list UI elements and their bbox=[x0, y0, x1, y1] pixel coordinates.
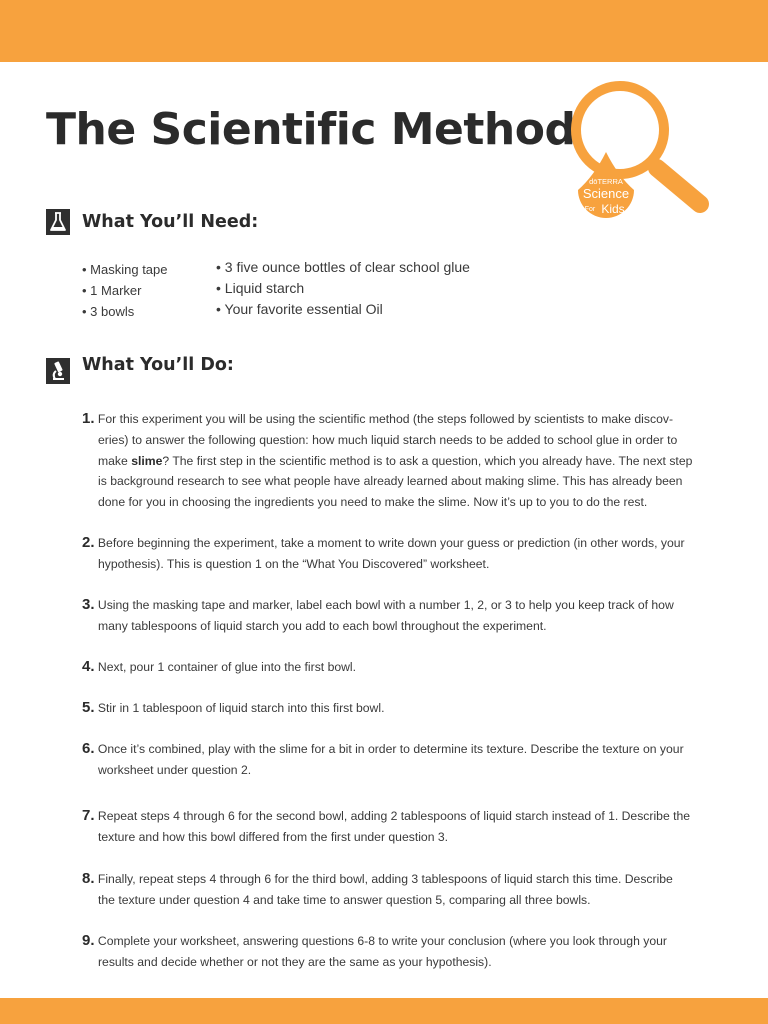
microscope-icon bbox=[46, 358, 70, 384]
step-text: the texture under question 4 and take time to answer question 5, comparing all three bowls. bbox=[98, 892, 591, 907]
step-text: Using the masking tape and marker, label each bowl with a number 1, 2, or 3 to help you keep track of how bbox=[97, 598, 674, 612]
step-number: 3. bbox=[82, 596, 95, 613]
slime-emphasis: slime bbox=[131, 453, 163, 468]
step-text: eries) to answer the following question: how much liquid starch needs to be added to school glue in order to bbox=[98, 432, 678, 447]
step-7 bbox=[82, 806, 722, 848]
step-number: 6. bbox=[82, 740, 95, 757]
logo-brand: dōTERRA bbox=[589, 177, 623, 186]
step-3 bbox=[82, 595, 722, 637]
step-text: Repeat steps 4 through 6 for the second bowl, adding 2 tablespoons of liquid starch instead of 1. Describe the bbox=[97, 809, 691, 823]
step-text: Complete your worksheet, answering questions 6-8 to write your conclusion (where you look through your bbox=[97, 934, 667, 948]
list-item: • Liquid starch bbox=[216, 278, 470, 299]
page-title: The Scientific Method bbox=[46, 104, 576, 155]
step-text: hypothesis). This is question 1 on the “What You Discovered” worksheet. bbox=[98, 556, 490, 571]
bottom-banner bbox=[0, 998, 768, 1024]
step-1 bbox=[82, 409, 722, 513]
step-number: 5. bbox=[82, 699, 95, 716]
step-9 bbox=[82, 931, 722, 973]
list-item: • 3 bowls bbox=[82, 301, 168, 322]
step-text: Finally, repeat steps 4 through 6 for the third bowl, adding 3 tablespoons of liquid starch this time. Describe bbox=[97, 872, 673, 886]
step-text: many tablespoons of liquid starch you add to each bowl throughout the experiment. bbox=[98, 618, 547, 633]
step-text: make slime? The first step in the scientific method is to ask a question, which you already have. The next step bbox=[98, 453, 693, 468]
list-item: • 1 Marker bbox=[82, 280, 168, 301]
list-item: • 3 five ounce bottles of clear school glue bbox=[216, 257, 470, 278]
materials-list-2 bbox=[216, 257, 470, 320]
logo-word-kids: Kids bbox=[601, 202, 625, 216]
list-item: • Your favorite essential Oil bbox=[216, 299, 470, 320]
step-number: 7. bbox=[82, 807, 95, 824]
section-heading-need: What You’ll Need: bbox=[82, 212, 259, 232]
step-text: results and decide whether or not they are the same as your hypothesis). bbox=[98, 954, 492, 969]
top-banner bbox=[0, 0, 768, 62]
step-text: Next, pour 1 container of glue into the first bowl. bbox=[97, 660, 357, 674]
step-text: For this experiment you will be using the scientific method (the steps followed by scientists to make discov- bbox=[97, 412, 674, 426]
step-number: 4. bbox=[82, 658, 95, 675]
step-number: 9. bbox=[82, 932, 95, 949]
step-4 bbox=[82, 657, 722, 678]
step-text: worksheet under question 2. bbox=[98, 762, 252, 777]
step-6 bbox=[82, 739, 722, 781]
section-heading-do: What You’ll Do: bbox=[82, 355, 234, 375]
step-text: texture and how this bowl differed from the first under question 3. bbox=[98, 829, 449, 844]
step-number: 2. bbox=[82, 534, 95, 551]
step-text: Stir in 1 tablespoon of liquid starch into this first bowl. bbox=[97, 701, 385, 715]
list-item: • Masking tape bbox=[82, 259, 168, 280]
step-number: 1. bbox=[82, 410, 95, 427]
step-text: done for you in choosing the ingredients you need to make the slime. Now it’s up to you to do the rest. bbox=[98, 495, 648, 510]
step-8 bbox=[82, 869, 722, 911]
logo-word-science: Science bbox=[582, 186, 630, 201]
science-for-kids-logo bbox=[565, 78, 715, 228]
materials-list-1 bbox=[82, 259, 168, 322]
step-text: is background research to see what people have already learned about making slime. This has already been bbox=[98, 474, 683, 489]
step-text: Once it’s combined, play with the slime for a bit in order to determine its texture. Describe the texture on your bbox=[97, 742, 684, 756]
step-number: 8. bbox=[82, 870, 95, 887]
step-text: Before beginning the experiment, take a moment to write down your guess or prediction (in other words, your bbox=[97, 536, 685, 550]
step-2 bbox=[82, 533, 722, 575]
flask-icon bbox=[46, 209, 70, 235]
logo-word-for: For bbox=[584, 206, 596, 213]
step-5 bbox=[82, 698, 722, 719]
